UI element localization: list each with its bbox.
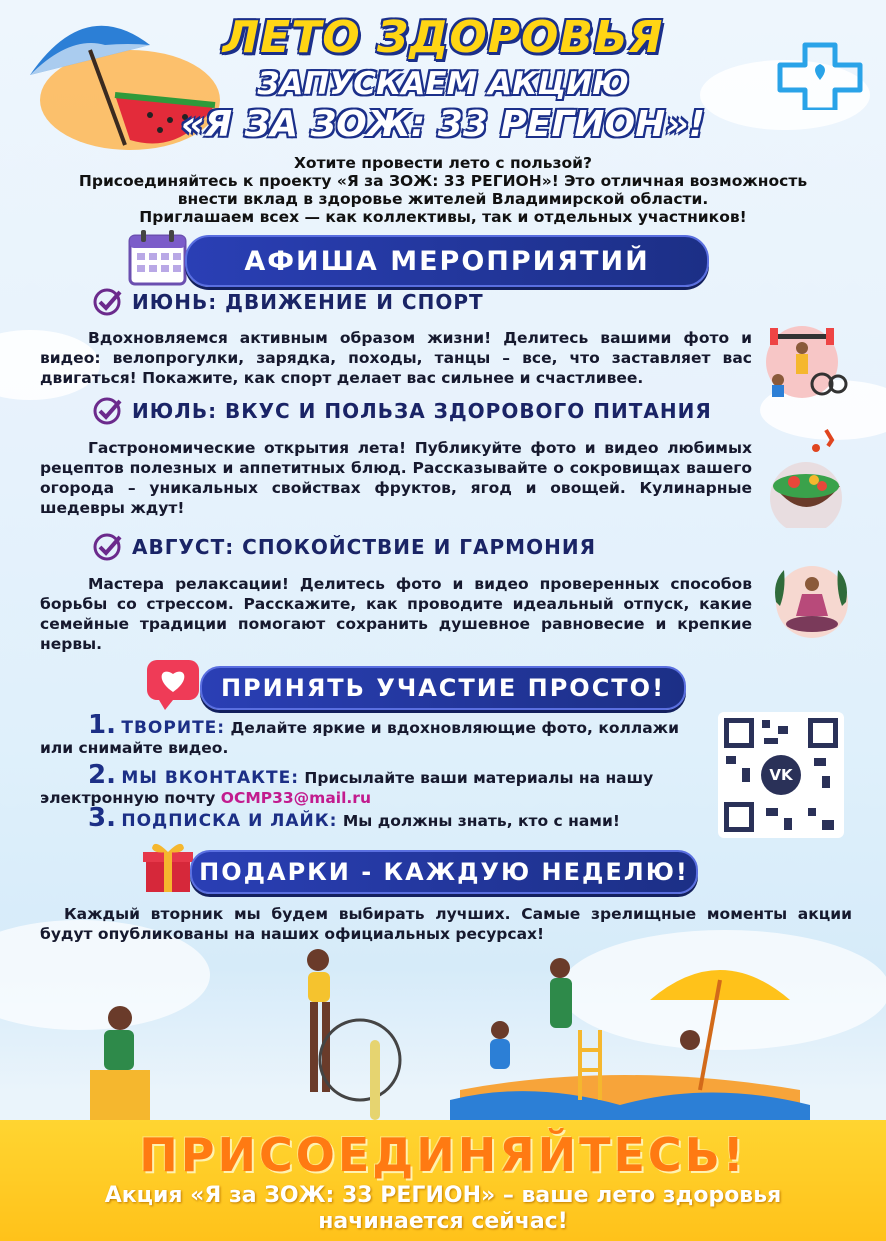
step-text: Присылайте ваши материалы на нашу электронную почту bbox=[40, 769, 654, 807]
vk-qr-code[interactable] bbox=[718, 712, 844, 838]
step-text: Делайте яркие и вдохновляющие фото, коллажи или снимайте видео. bbox=[40, 719, 679, 757]
gift-box-icon bbox=[140, 838, 196, 894]
heart-icon bbox=[145, 658, 203, 710]
month-description: Вдохновляемся активным образом жизни! Делитесь вашими фото и видео: велопрогулки, зарядка, походы, танцы – все, что заставляет вас двигаться! Покажите, как спорт делает вас сильнее и счастливее. bbox=[40, 329, 752, 387]
footer-line: начинается сейчас! bbox=[318, 1209, 568, 1234]
checkmark-icon bbox=[92, 287, 122, 317]
gifts-banner: ПОДАРКИ - КАЖДУЮ НЕДЕЛЮ! bbox=[190, 850, 698, 894]
month-june bbox=[92, 287, 484, 317]
step-create bbox=[40, 710, 686, 758]
step-vk bbox=[40, 760, 686, 808]
participation-banner: ПРИНЯТЬ УЧАСТИЕ ПРОСТО! bbox=[200, 666, 686, 710]
step-heading: ТВОРИТЕ: bbox=[121, 718, 226, 738]
campaign-name: «Я ЗА ЗОЖ: 33 РЕГИОН»! bbox=[180, 104, 706, 145]
gifts-text: Каждый вторник мы будем выбирать лучших. Самые зрелищные моменты акции будут опубликованы на наших официальных ресурсах! bbox=[40, 905, 852, 943]
intro-line: внести вклад в здоровье жителей Владимирской области. bbox=[177, 190, 709, 208]
intro-text bbox=[30, 154, 856, 226]
checkmark-icon bbox=[92, 532, 122, 562]
beach-people-illustration bbox=[60, 940, 820, 1130]
step-text: Мы должны знать, кто с нами! bbox=[342, 812, 620, 830]
email-link[interactable]: ОСМР33@mail.ru bbox=[220, 789, 371, 807]
month-title: АВГУСТ: СПОКОЙСТВИЕ И ГАРМОНИЯ bbox=[132, 535, 596, 559]
schedule-banner: АФИША МЕРОПРИЯТИЙ bbox=[185, 235, 709, 287]
intro-line: Присоединяйтесь к проекту «Я за ЗОЖ: 33 РЕГИОН»! Это отличная возможность bbox=[78, 172, 808, 190]
footer-text bbox=[0, 1183, 886, 1235]
checkmark-icon bbox=[92, 396, 122, 426]
month-august bbox=[92, 532, 596, 562]
month-title: ИЮНЬ: ДВИЖЕНИЕ И СПОРТ bbox=[132, 290, 484, 314]
step-heading: МЫ ВКОНТАКТЕ: bbox=[121, 768, 300, 788]
healthy-food-bowl-illustration bbox=[766, 428, 848, 528]
footer-title: ПРИСОЕДИНЯЙТЕСЬ! bbox=[139, 1128, 747, 1182]
month-description: Мастера релаксации! Делитесь фото и видео проверенных способов борьбы со стрессом. Расскажите, как проводите идеальный отпуск, какие семейные традиции помогают сохранить душевное равновесие и крепкие нервы. bbox=[40, 575, 752, 653]
step-number: 1. bbox=[88, 710, 116, 740]
step-heading: ПОДПИСКА И ЛАЙК: bbox=[121, 811, 338, 831]
step-number: 2. bbox=[88, 760, 116, 790]
month-july bbox=[92, 396, 712, 426]
footer-line: Акция «Я за ЗОЖ: 33 РЕГИОН» – ваше лето здоровья bbox=[104, 1183, 782, 1208]
step-number: 3. bbox=[88, 803, 116, 833]
vk-icon: VK bbox=[761, 755, 801, 795]
month-title: ИЮЛЬ: ВКУС И ПОЛЬЗА ЗДОРОВОГО ПИТАНИЯ bbox=[132, 399, 712, 423]
sport-illustration bbox=[756, 322, 848, 400]
step-subscribe bbox=[40, 803, 686, 833]
month-description: Гастрономические открытия лета! Публикуйте фото и видео любимых рецептов полезных и аппетитных блюд. Рассказывайте о сокровищах вашего огорода – уникальных свойствах фруктов, ягод и овощей. Кулинарные шедевры ждут! bbox=[40, 439, 752, 517]
intro-line: Приглашаем всех — как коллективы, так и отдельных участников! bbox=[139, 208, 747, 226]
intro-line: Хотите провести лето с пользой? bbox=[293, 154, 593, 172]
page-title: ЛЕТО ЗДОРОВЬЯ bbox=[222, 12, 664, 63]
meditation-illustration bbox=[770, 562, 852, 642]
page-subtitle: ЗАПУСКАЕМ АКЦИЮ bbox=[257, 66, 629, 102]
